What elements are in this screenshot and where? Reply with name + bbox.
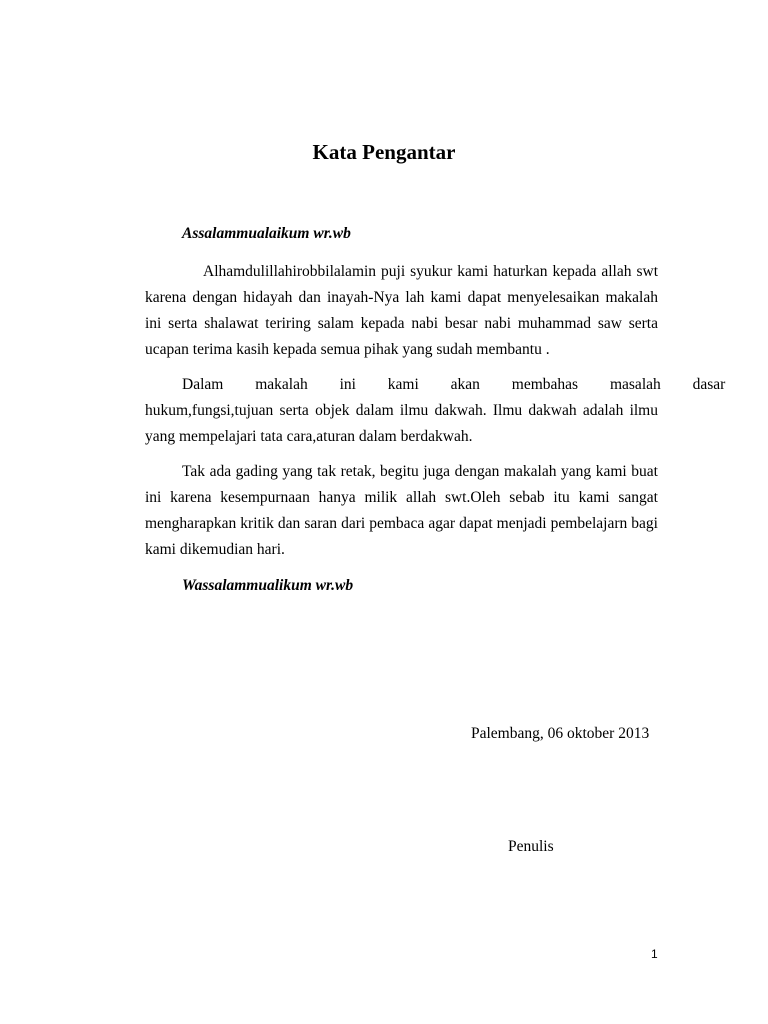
paragraph-line: Dalam makalah ini kami akan membahas masalah dasar bbox=[182, 376, 726, 393]
page-number: 1 bbox=[651, 947, 658, 961]
closing-greeting: Wassalammualikum wr.wb bbox=[182, 577, 354, 594]
paragraph-line: ini karena kesempurnaan hanya milik allah swt.Oleh sebab itu kami sangat bbox=[145, 489, 658, 506]
paragraph-line: ini serta shalawat teriring salam kepada nabi besar nabi muhammad saw serta bbox=[145, 315, 658, 332]
opening-greeting: Assalammualaikum wr.wb bbox=[182, 225, 351, 242]
document-title: Kata Pengantar bbox=[312, 140, 456, 164]
place-date: Palembang, 06 oktober 2013 bbox=[471, 725, 650, 742]
paragraph-line: Alhamdulillahirobbilalamin puji syukur kami haturkan kepada allah swt bbox=[203, 263, 658, 280]
author-signature: Penulis bbox=[508, 838, 554, 855]
paragraph-line: ucapan terima kasih kepada semua pihak yang sudah membantu . bbox=[145, 341, 550, 358]
paragraph-line: mengharapkan kritik dan saran dari pembaca agar dapat menjadi pembelajarn bagi bbox=[145, 515, 658, 532]
paragraph-line: kami dikemudian hari. bbox=[145, 541, 285, 558]
paragraph-line: karena dengan hidayah dan inayah-Nya lah kami dapat menyelesaikan makalah bbox=[145, 289, 658, 306]
paragraph-line: hukum,fungsi,tujuan serta objek dalam ilmu dakwah. Ilmu dakwah adalah ilmu bbox=[145, 402, 658, 419]
paragraph-line: yang mempelajari tata cara,aturan dalam berdakwah. bbox=[145, 428, 473, 445]
paragraph-line: Tak ada gading yang tak retak, begitu juga dengan makalah yang kami buat bbox=[182, 463, 658, 480]
